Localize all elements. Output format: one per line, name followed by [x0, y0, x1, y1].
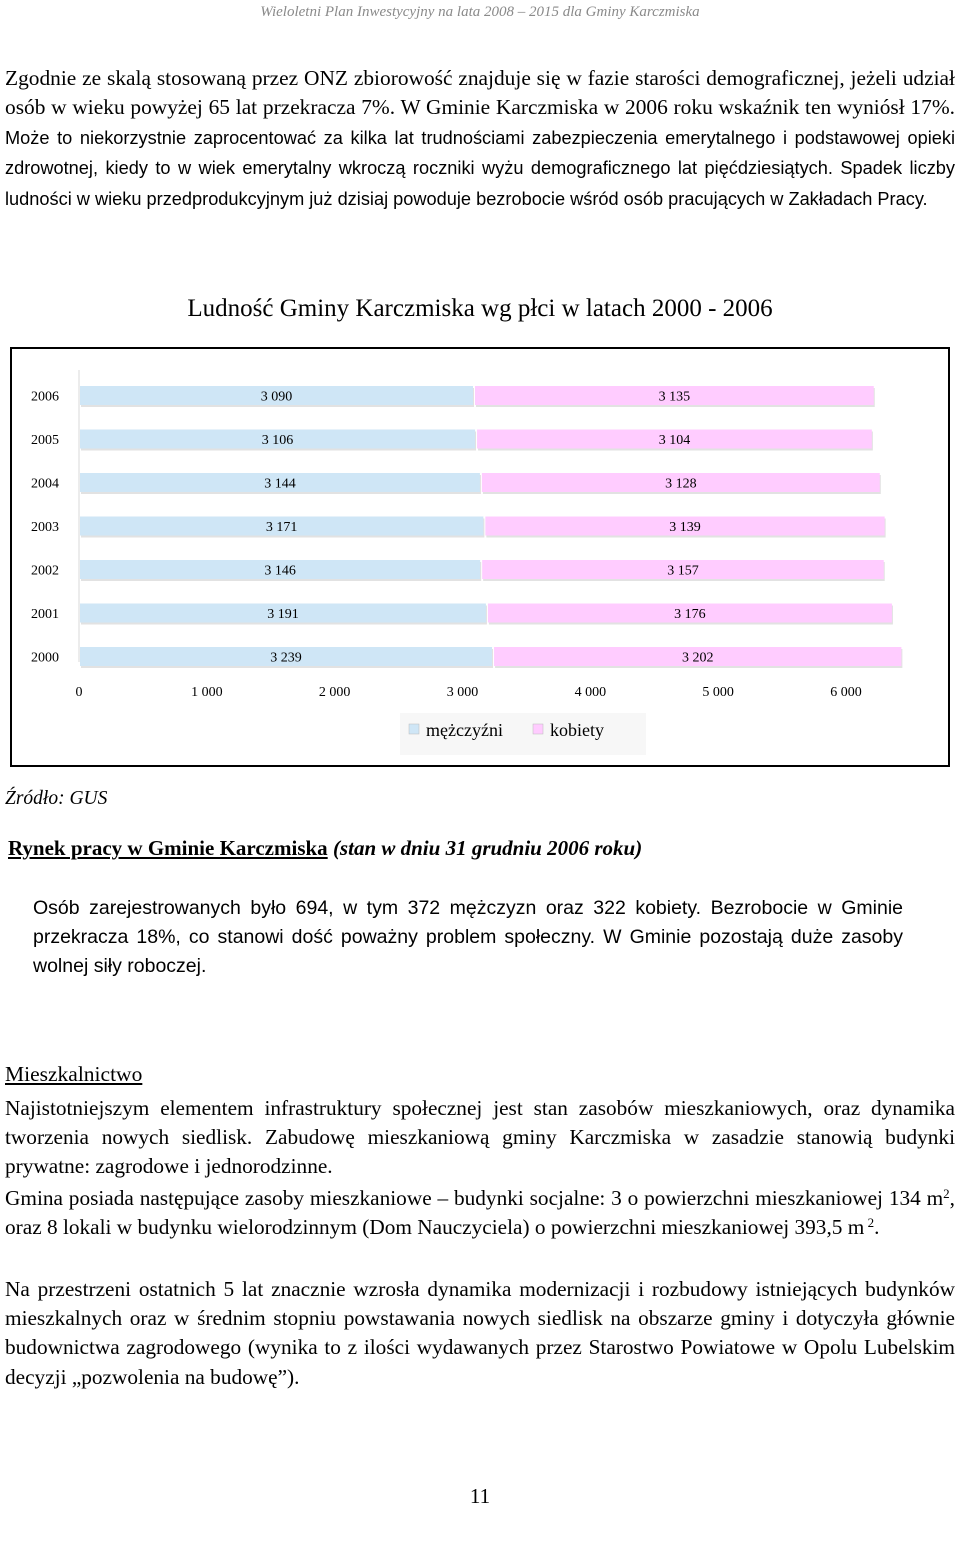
data-label: 3 171	[265, 520, 298, 535]
superscript-1: 2	[943, 1186, 950, 1201]
labor-market-heading	[8, 836, 642, 861]
data-label: 3 104	[658, 433, 691, 448]
source-note: Źródło: GUS	[5, 788, 108, 809]
legend-swatch-men	[409, 724, 419, 734]
housing-p2-a: Gmina posiada następujące zasoby mieszkaniowe – budynki socjalne: 3 o powierzchni mieszkaniowej 134 m	[5, 1186, 944, 1210]
data-label: 3 090	[260, 389, 293, 405]
labor-heading-note: (stan w dniu 31 grudniu 2006 roku)	[332, 836, 643, 860]
labor-paragraph: Osób zarejestrowanych było 694, w tym 372 mężczyzn oraz 322 kobiety. Bezrobocie w Gminie przekracza 18%, co stanowi dość poważny problem społeczny. W Gminie pozostają duże zasoby wolnej siły roboczej.	[33, 897, 903, 977]
x-tick-label: 2 000	[318, 685, 351, 700]
data-label: 3 106	[261, 433, 294, 448]
data-label: 3 239	[270, 650, 302, 666]
x-tick-label: 4 000	[574, 685, 607, 700]
superscript-2: 2	[864, 1215, 875, 1231]
data-label: 3 176	[674, 607, 706, 622]
running-header: Wieloletni Plan Inwestycyjny na lata 2008 – 2015 dla Gminy Karczmiska	[260, 4, 700, 20]
data-label: 3 144	[264, 476, 296, 492]
population-chart	[0, 340, 960, 770]
chart-title: Ludność Gminy Karczmiska wg płci w latach 2000 - 2006	[187, 295, 773, 322]
category-label: 2000	[31, 650, 59, 666]
legend-label: kobiety	[550, 720, 604, 740]
housing-p2-b: , oraz 8 lokali w budynku wielorodzinnym (Dom Nauczyciela) o powierzchni mieszkaniowej 393,5 m	[5, 1186, 955, 1240]
data-label: 3 191	[267, 607, 299, 622]
labor-heading-title: Rynek pracy w Gminie Karczmiska	[8, 836, 328, 860]
intro-paragraph	[5, 64, 955, 214]
category-label: 2006	[31, 389, 59, 405]
data-label: 3 146	[264, 563, 296, 579]
category-label: 2004	[31, 476, 59, 492]
x-tick-label: 0	[75, 685, 83, 700]
category-label: 2001	[31, 607, 59, 622]
category-label: 2002	[31, 563, 59, 579]
housing-p2-c: .	[874, 1215, 880, 1240]
category-label: 2005	[31, 433, 59, 448]
data-label: 3 202	[681, 650, 714, 666]
data-label: 3 135	[658, 389, 691, 405]
housing-paragraph-2	[5, 1184, 955, 1242]
legend-label: mężczyźni	[426, 720, 503, 740]
data-label: 3 128	[665, 476, 697, 492]
chart-frame	[11, 348, 949, 766]
x-tick-label: 6 000	[830, 685, 862, 700]
data-label: 3 139	[669, 520, 701, 535]
housing-paragraph-1: Najistotniejszym elementem infrastruktury społecznej jest stan zasobów mieszkaniowych, oraz dynamika tworzenia nowych siedlisk. Zabudowę mieszkaniową gminy Karczmiska w zasadzie stanowią budynki prywatne: zagrodowe i jednorodzinne.	[5, 1096, 955, 1179]
x-tick-label: 3 000	[446, 685, 479, 700]
x-tick-label: 1 000	[191, 685, 223, 700]
legend-swatch-women	[533, 724, 543, 734]
housing-paragraph-3: Na przestrzeni ostatnich 5 lat znacznie wzrosła dynamika modernizacji i rozbudowy istniejących budynków mieszkalnych oraz w średnim stopniu powstawania nowych siedlisk na obszarze gminy i dotyczyła głównie budownictwa zagrodowego (wynika to z ilości wydawanych przez Starostwo Powiatowe w Opolu Lubelskim decyzji „pozwolenia na budowę”).	[5, 1277, 955, 1389]
intro-text-1: Zgodnie ze skalą stosowaną przez ONZ zbiorowość znajduje się w fazie starości demograficznej, jeżeli udział osób w wieku powyżej 65 lat przekracza 7%. W Gminie Karczmiska w 2006 roku wskaźnik ten wyniósł 17%.	[5, 66, 955, 120]
intro-text-3: Spadek liczby ludności w wieku przedprodukcyjnym już dzisiaj powoduje bezrobocie wśród osób pracujących w Zakładach Pracy.	[5, 158, 955, 209]
housing-heading: Mieszkalnictwo	[5, 1062, 143, 1086]
data-label: 3 157	[667, 563, 699, 579]
page-number: 11	[469, 1484, 491, 1508]
intro-text-2: Może to niekorzystnie zaprocentować za kilka lat trudnościami zabezpieczenia emerytalnego i podstawowej opieki zdrowotnej, kiedy to w wiek emerytalny wkroczą roczniki wyżu demograficznego lat pięćdziesiątych.	[5, 127, 955, 179]
x-tick-label: 5 000	[702, 685, 734, 700]
category-label: 2003	[31, 520, 59, 535]
